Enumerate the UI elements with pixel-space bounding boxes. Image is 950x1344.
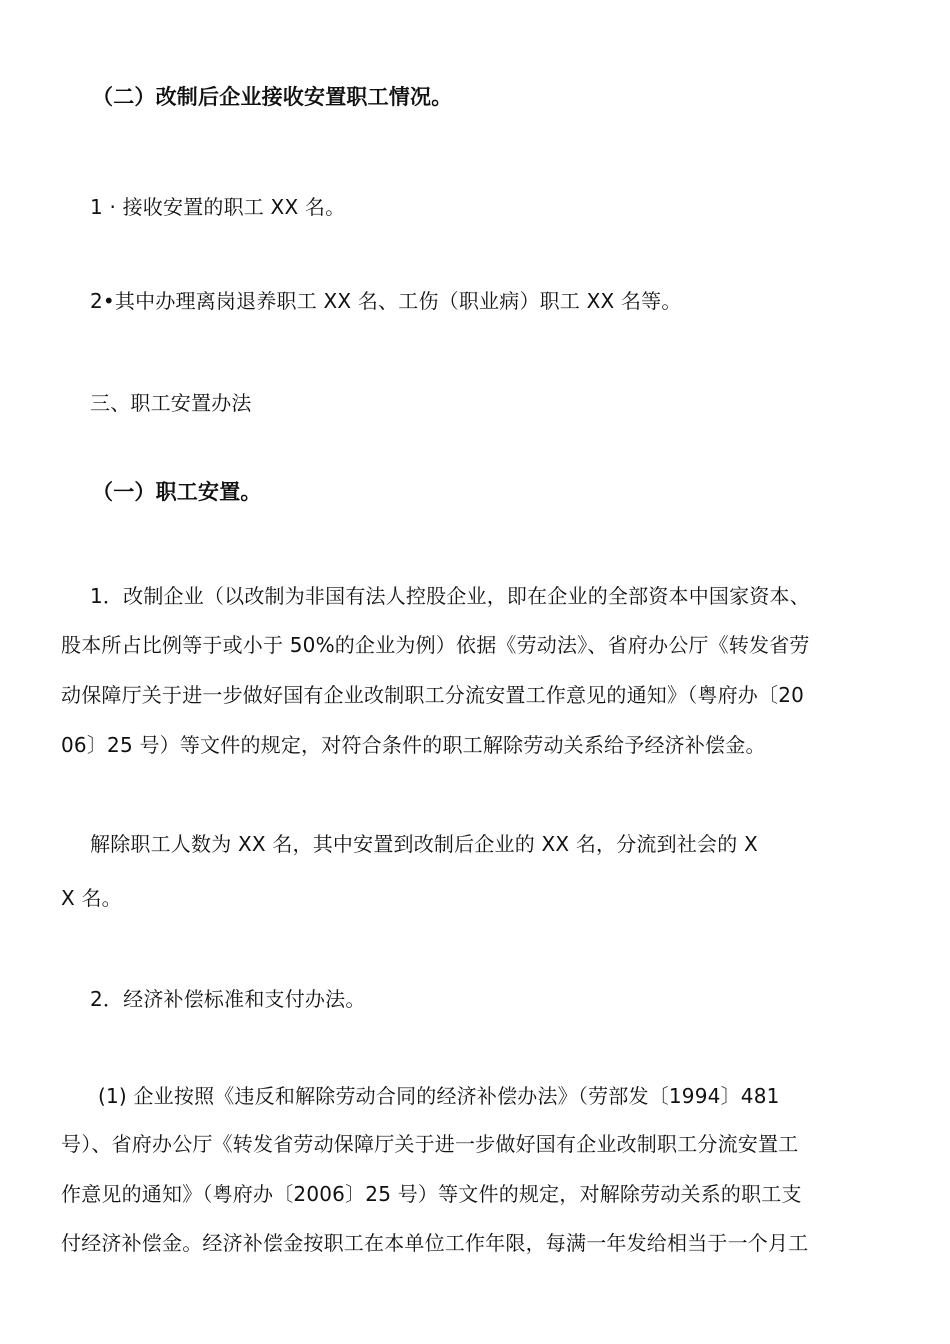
subheading-staff-placement: （一）职工安置。 — [92, 480, 262, 504]
paragraph-3-line-3: 作意见的通知》（粤府办〔2006〕25 号）等文件的规定，对解除劳动关系的职工支 — [61, 1182, 802, 1206]
paragraph-3-line-1: (1) 企业按照《违反和解除劳动合同的经济补偿办法》（劳部发〔1994〕481 — [98, 1084, 780, 1108]
list-item-1: 1 · 接收安置的职工 XX 名。 — [90, 195, 346, 219]
list-item-2: 2•其中办理离岗退养职工 XX 名、工伤（职业病）职工 XX 名等。 — [90, 289, 682, 313]
paragraph-3-line-4: 付经济补偿金。经济补偿金按职工在本单位工作年限，每满一年发给相当于一个月工 — [61, 1231, 809, 1255]
list-item-3: 2．经济补偿标准和支付办法。 — [90, 987, 366, 1011]
paragraph-1-line-2: 股本所占比例等于或小于 50%的企业为例）依据《劳动法》、省府办公厅《转发省劳 — [61, 633, 810, 657]
paragraph-1-line-4: 06〕25 号）等文件的规定，对符合条件的职工解除劳动关系给予经济补偿金。 — [61, 733, 766, 757]
subheading-enterprise-placement: （二）改制后企业接收安置职工情况。 — [92, 85, 453, 109]
paragraph-2-line-2: X 名。 — [61, 886, 122, 910]
paragraph-3-line-2: 号）、省府办公厅《转发省劳动保障厅关于进一步做好国有企业改制职工分流安置工 — [61, 1132, 799, 1156]
section-heading-3: 三、职工安置办法 — [90, 391, 252, 415]
paragraph-2-line-1: 解除职工人数为 XX 名，其中安置到改制后企业的 XX 名，分流到社会的 X — [90, 832, 758, 856]
paragraph-1-line-3: 动保障厅关于进一步做好国有企业改制职工分流安置工作意见的通知》（粤府办〔20 — [61, 683, 805, 707]
paragraph-1-line-1: 1．改制企业（以改制为非国有法人控股企业，即在企业的全部资本中国家资本、 — [90, 584, 810, 608]
